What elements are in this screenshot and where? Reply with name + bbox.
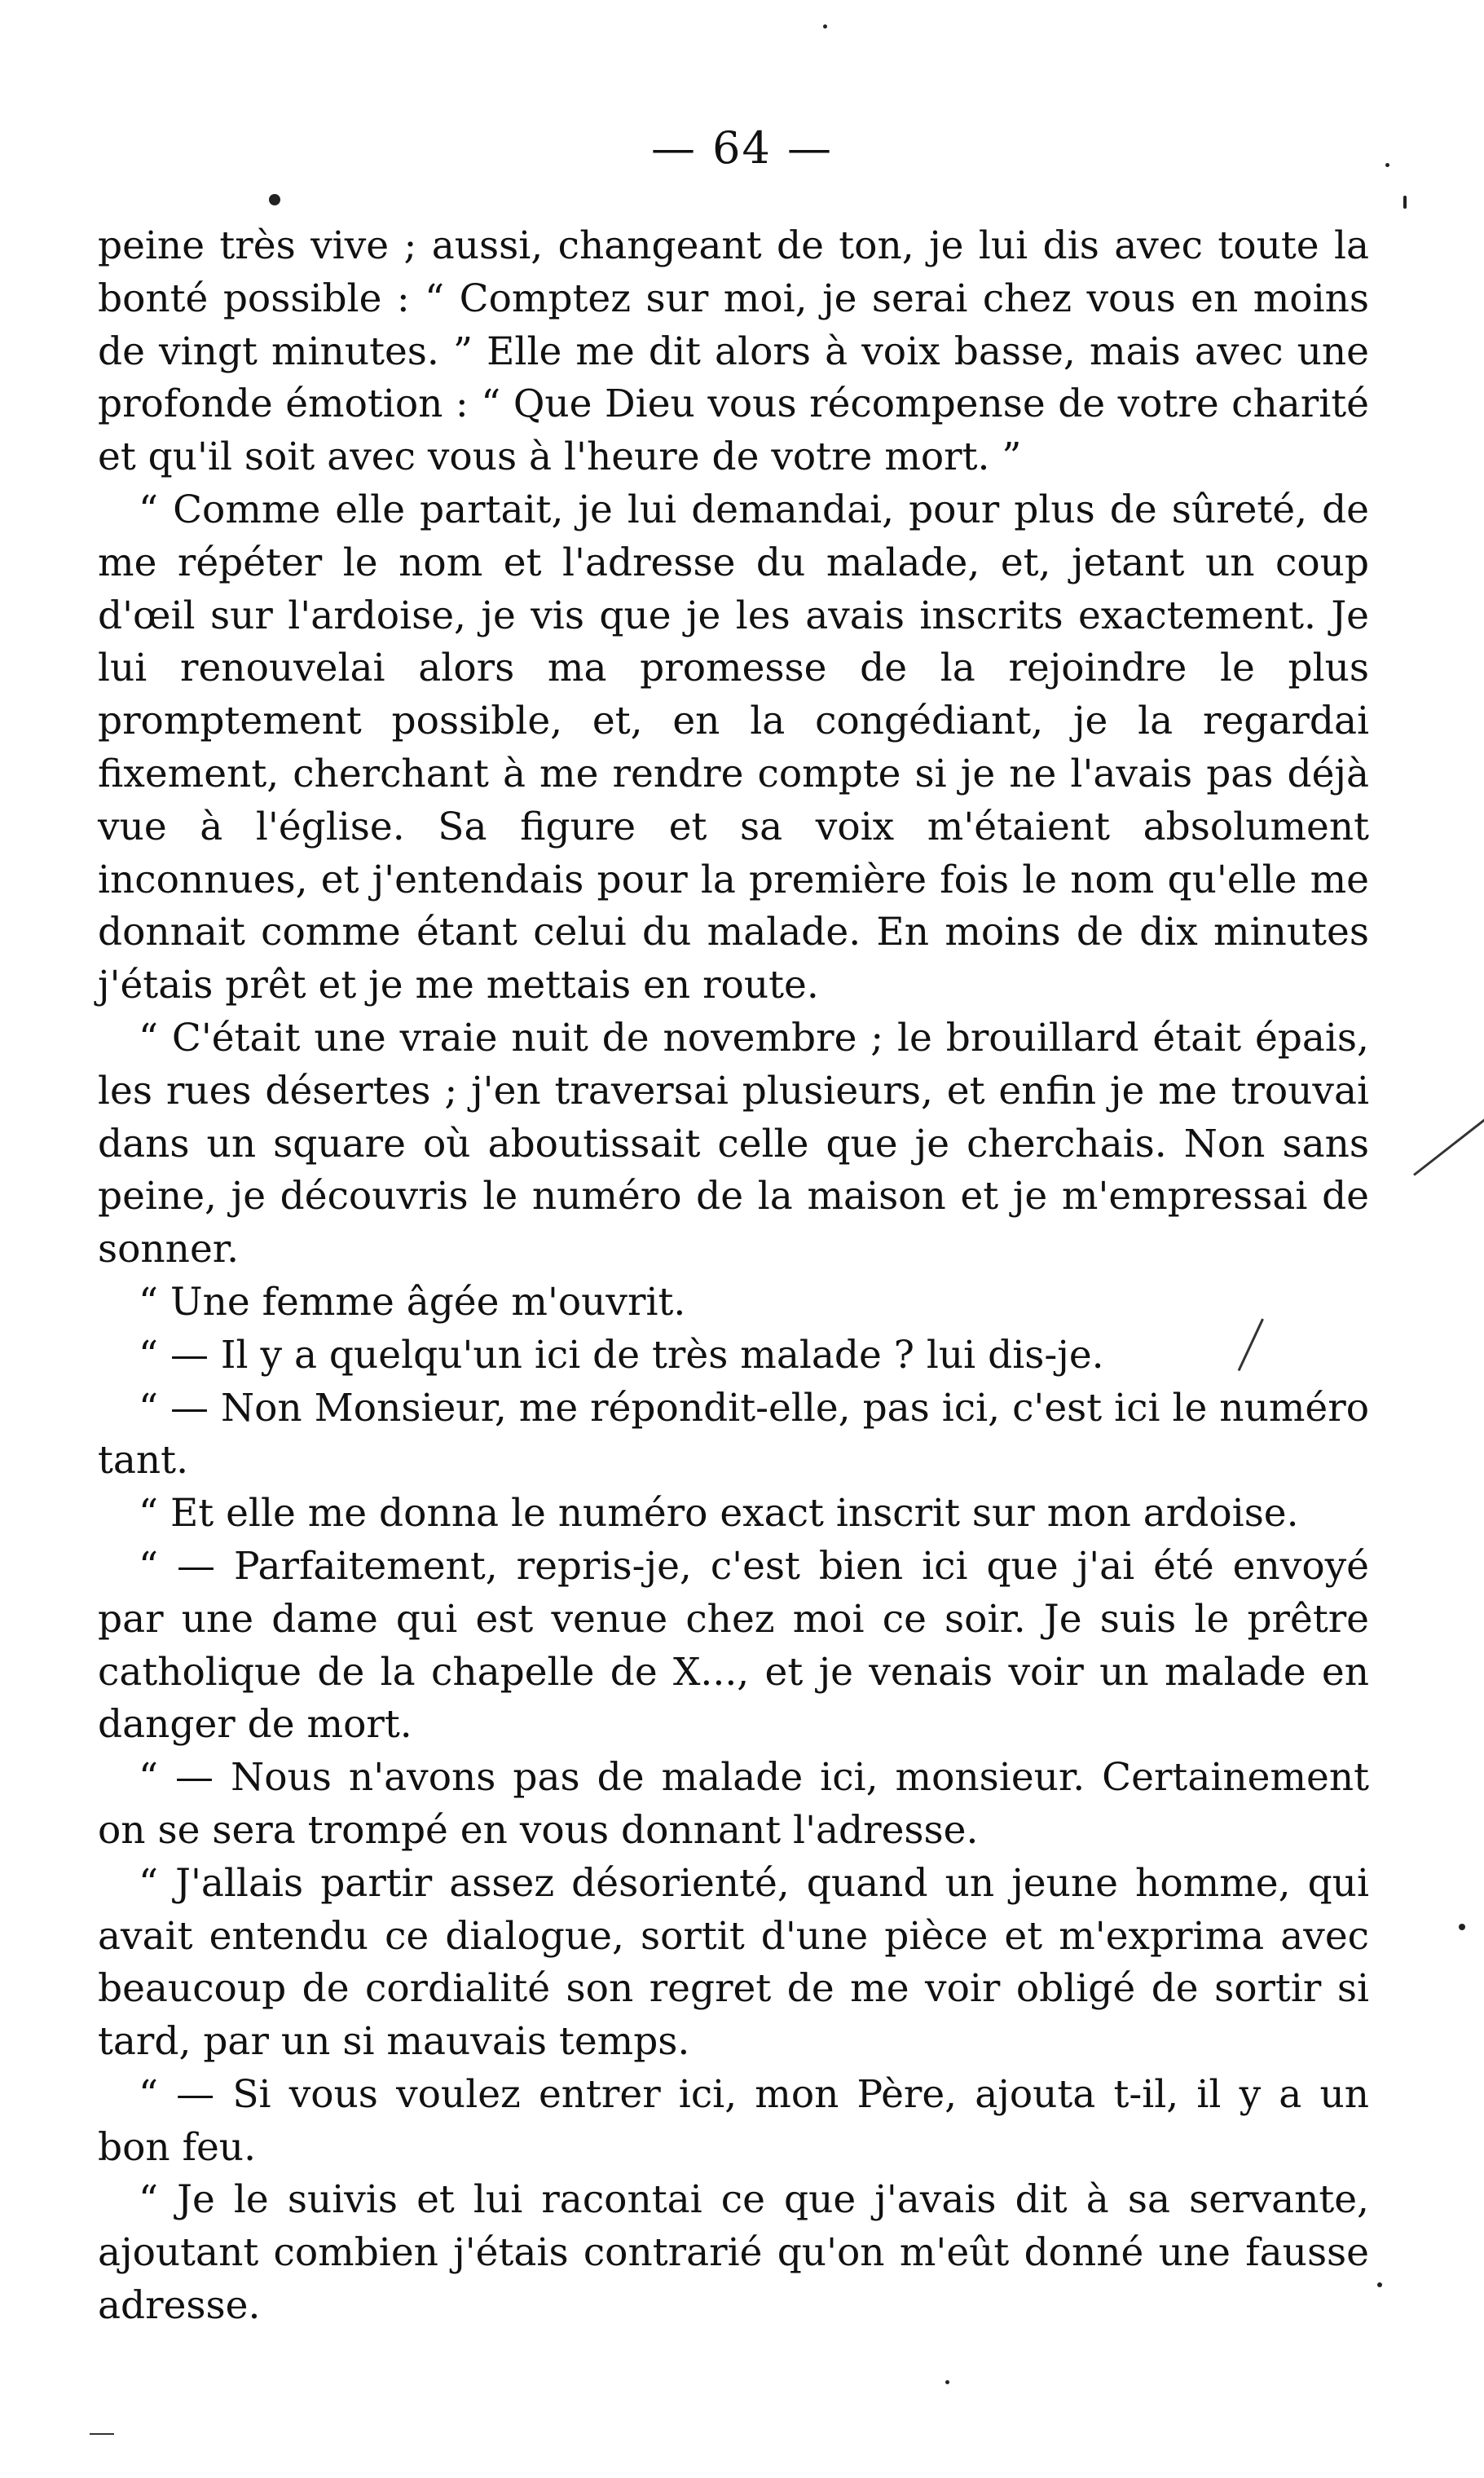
paragraph: “ — Nous n'avons pas de malade ici, monsieur. Certainement on se sera trompé en vous donnant l'adresse. — [98, 1755, 1369, 1853]
paragraph: “ C'était une vraie nuit de novembre ; le brouillard était épais, les rues désertes ; j'en traversai plusieurs, et enfin je me trouvai dans un square où aboutissait celle que je cherchais. Non sans peine, je découvris le numéro de la maison et je m'empressai de sonner. — [98, 1015, 1369, 1272]
paragraph: “ Une femme âgée m'ouvrit. — [139, 1279, 686, 1325]
paragraph: “ — Non Monsieur, me répondit-elle, pas ici, c'est ici le numéro tant. — [98, 1385, 1369, 1484]
ink-speck — [269, 194, 280, 205]
page-number: — 64 — — [650, 122, 834, 174]
ink-speck — [823, 24, 827, 29]
paragraph: “ — Si vous voulez entrer ici, mon Père, ajouta t-il, il y a un bon feu. — [98, 2071, 1369, 2170]
ink-speck — [1459, 1924, 1465, 1930]
body-text — [98, 220, 1369, 2333]
ink-speck — [1385, 163, 1389, 167]
paragraph: “ Et elle me donna le numéro exact inscrit sur mon ardoise. — [139, 1491, 1299, 1537]
paragraph: “ Je le suivis et lui racontai ce que j'avais dit à sa servante, ajoutant combien j'étais contrarié qu'on m'eût donné une fausse adresse. — [98, 2177, 1369, 2329]
scan-scratch — [1413, 1119, 1484, 1176]
scan-scratch — [90, 2433, 114, 2435]
paragraph: “ Comme elle partait, je lui demandai, pour plus de sûreté, de me répéter le nom et l'adresse du malade, et, jetant un coup d'œil sur l'ardoise, je vis que je les avais inscrits exactement. Je lui renouvelai alors ma promesse de la rejoindre le plus promptement possible, et, en la congédiant, je la regardai fixement, cherchant à me rendre compte si je ne l'avais pas déjà vue à l'église. Sa figure et sa voix m'étaient absolument inconnues, et j'entendais pour la première fois le nom qu'elle me donnait comme étant celui du malade. En moins de dix minutes j'étais prêt et je me mettais en route. — [98, 487, 1369, 1008]
ink-speck — [1377, 2282, 1382, 2287]
ink-speck — [1403, 196, 1407, 209]
paragraph: “ — Parfaitement, repris-je, c'est bien ici que j'ai été envoyé par une dame qui est venue chez moi ce soir. Je suis le prêtre catholique de la chapelle de X..., et je venais voir un malade en danger de mort. — [98, 1543, 1369, 1748]
ink-speck — [945, 2380, 949, 2384]
paragraph-continuation: peine très vive ; aussi, changeant de ton, je lui dis avec toute la bonté possible : “ Comptez sur moi, je serai chez vous en moins de vingt minutes. ” Elle me dit alors à voix basse, mais avec une profonde émotion : “ Que Dieu vous récompense de votre charité et qu'il soit avec vous à l'heure de votre mort. ” — [98, 223, 1369, 480]
paragraph: “ J'allais partir assez désorienté, quand un jeune homme, qui avait entendu ce dialogue, sortit d'une pièce et m'exprima avec beaucoup de cordialité son regret de me voir obligé de sortir si tard, par un si mauvais temps. — [98, 1860, 1369, 2065]
paragraph: “ — Il y a quelqu'un ici de très malade ? lui dis-je. — [139, 1332, 1104, 1378]
